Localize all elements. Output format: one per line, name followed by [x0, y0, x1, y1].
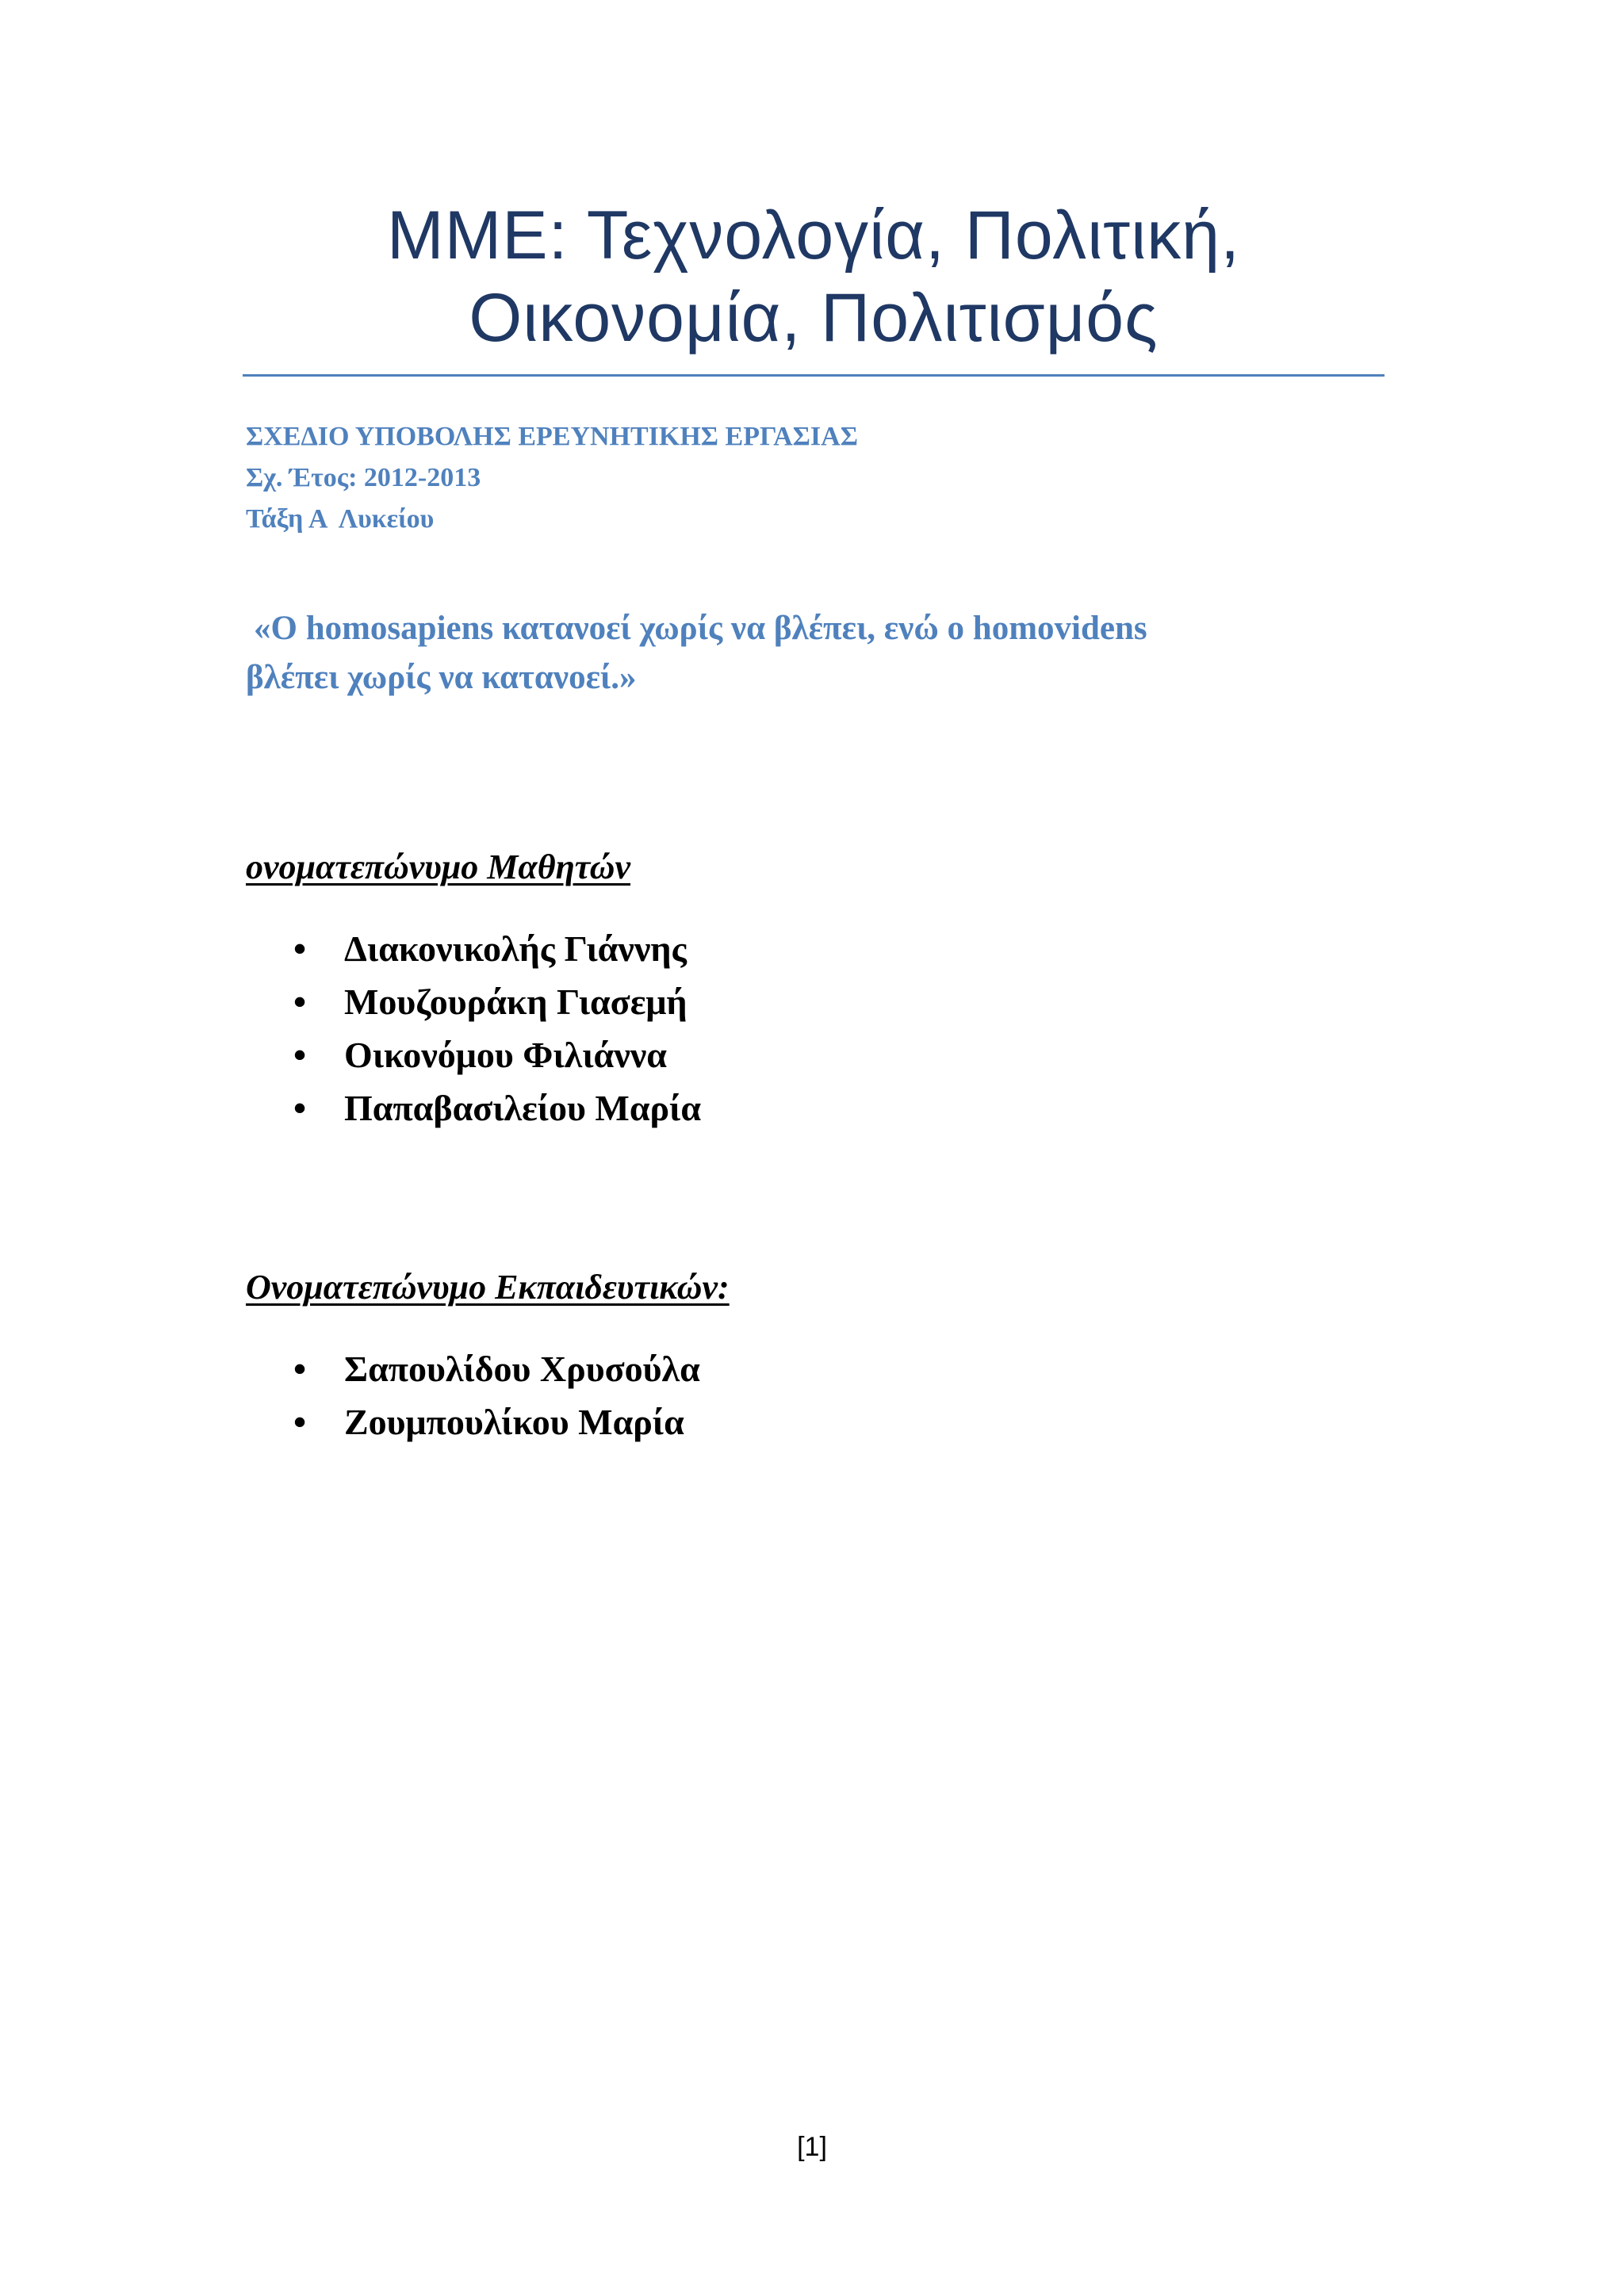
- list-item: [293, 1081, 701, 1135]
- quote-line-2: βλέπει χωρίς να κατανοεί.»: [246, 659, 637, 696]
- quote: [246, 604, 1372, 702]
- teachers-heading: Ονοματεπώνυμο Εκπαιδευτικών:: [246, 1268, 730, 1307]
- plan-label: ΣΧΕΔΙΟ ΥΠΟΒΟΛΗΣ ΕΡΕΥΝΗΤΙΚΗΣ ΕΡΓΑΣΙΑΣ: [246, 422, 858, 451]
- list-item: [293, 1028, 701, 1081]
- list-item: [293, 1342, 700, 1395]
- title-underline-rule: [243, 374, 1385, 377]
- list-item: [293, 1395, 700, 1448]
- bullet-icon: •: [293, 1088, 307, 1128]
- student-name: Διακονικολής Γιάννης: [344, 928, 687, 969]
- student-name: Οικονόμου Φιλιάννα: [344, 1035, 667, 1075]
- school-year: Σχ. Έτος: 2012-2013: [246, 463, 481, 492]
- document-title: [243, 194, 1385, 359]
- title-line-1: ΜΜΕ: Τεχνολογία, Πολιτική,: [387, 197, 1240, 274]
- student-name: Παπαβασιλείου Μαρία: [344, 1088, 702, 1128]
- bullet-icon: •: [293, 1035, 307, 1075]
- teacher-name: Σαπουλίδου Χρυσούλα: [344, 1349, 700, 1389]
- bullet-icon: •: [293, 1349, 307, 1389]
- students-heading: ονοματεπώνυμο Μαθητών: [246, 848, 631, 886]
- bullet-icon: •: [293, 982, 307, 1022]
- page-number: [1]: [797, 2132, 827, 2162]
- students-list: [293, 922, 701, 1135]
- student-name: Μουζουράκη Γιασεμή: [344, 982, 688, 1022]
- class-label: Τάξη Α Λυκείου: [246, 504, 435, 534]
- bullet-icon: •: [293, 928, 307, 969]
- document-meta: [246, 416, 858, 540]
- teachers-list: [293, 1342, 700, 1448]
- bullet-icon: •: [293, 1402, 307, 1442]
- title-line-2: Οικονομία, Πολιτισμός: [469, 280, 1159, 356]
- quote-line-1: «Ο homosapiens κατανοεί χωρίς να βλέπει, ενώ ο homovidens: [254, 610, 1147, 647]
- teacher-name: Ζουμπουλίκου Μαρία: [344, 1402, 684, 1442]
- list-item: [293, 975, 701, 1028]
- list-item: [293, 922, 701, 975]
